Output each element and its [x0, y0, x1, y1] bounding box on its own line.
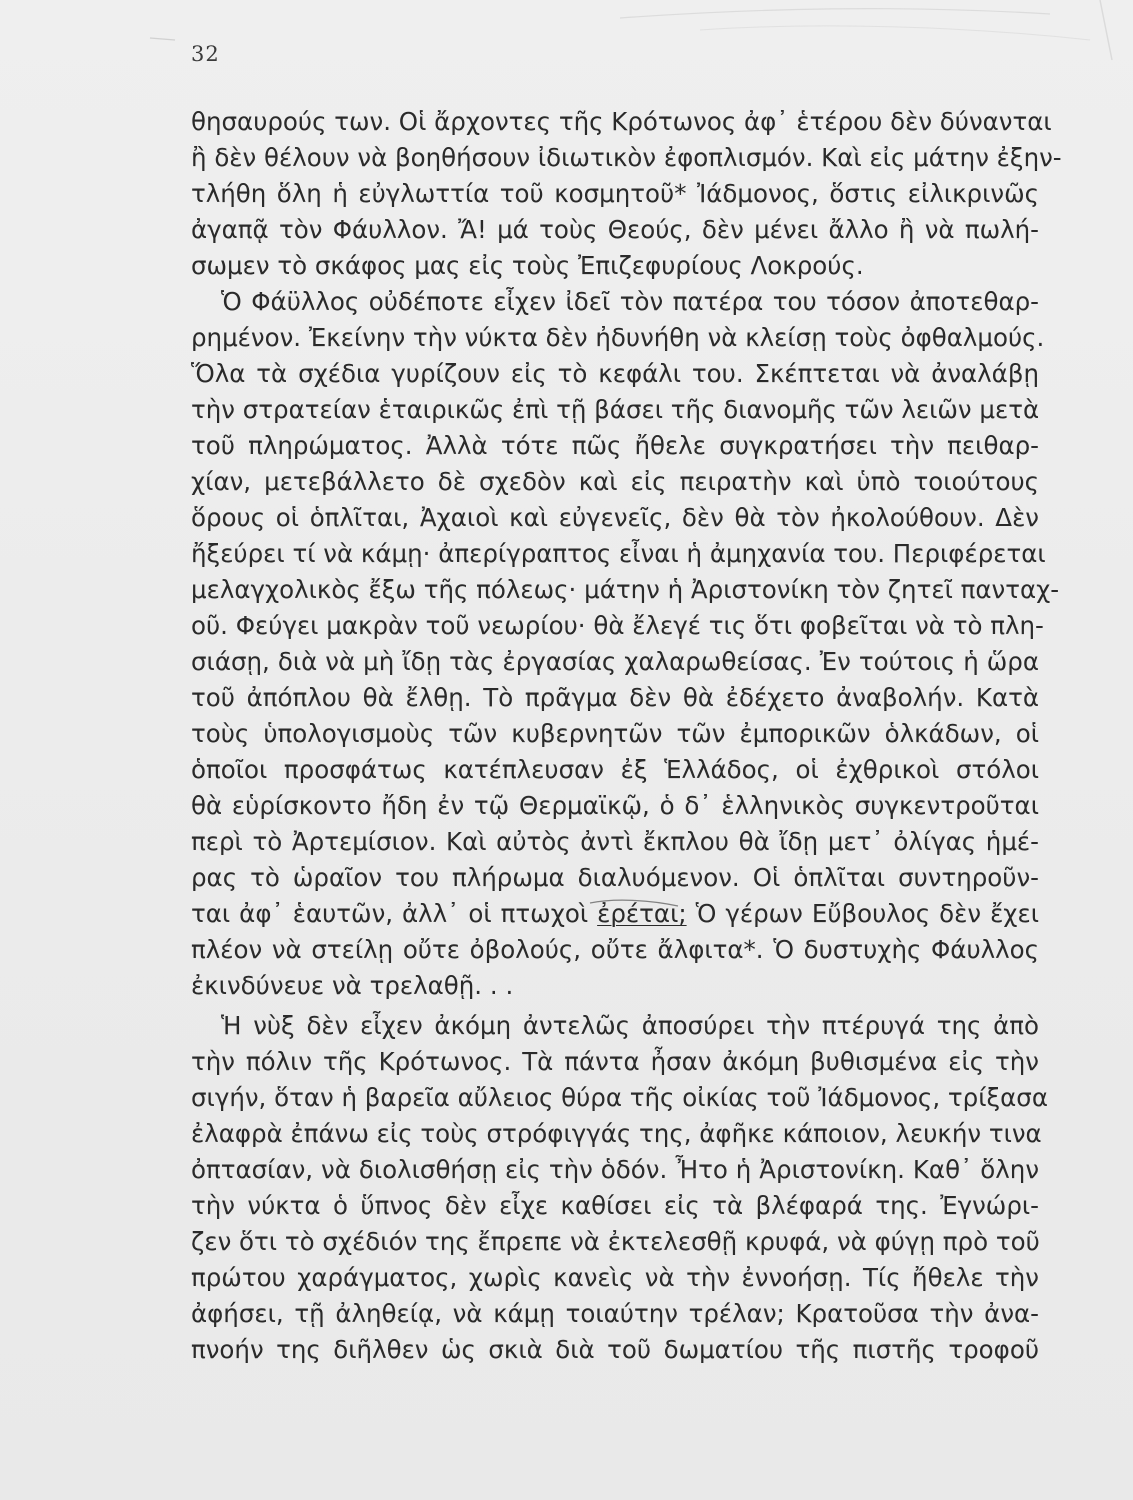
text-line: τλήθη ὅλη ἡ εὐγλωττία τοῦ κοσμητοῦ* Ἰάδμονος, ὅστις εἰλικρινῶς: [191, 179, 1039, 208]
text-line: ὀπτασίαν, νὰ διολισθήσῃ εἰς τὴν ὁδόν. Ἦτο ἡ Ἀριστονίκη. Καθ᾽ ὅλην: [191, 1155, 1039, 1184]
text-line: τὴν νύκτα ὁ ὕπνος δὲν εἶχε καθίσει εἰς τὰ βλέφαρά της. Ἐγνώρι-: [191, 1191, 1039, 1220]
text-line: χίαν, μετεβάλλετο δὲ σχεδὸν καὶ εἰς πειρατὴν καὶ ὑπὸ τοιούτους: [191, 467, 1039, 496]
text-line: σιγήν, ὅταν ἡ βαρεῖα αὔλειος θύρα τῆς οἰκίας τοῦ Ἰάδμονος, τρίξασα: [191, 1083, 1048, 1112]
text-line: Ἡ νὺξ δὲν εἶχεν ἀκόμη ἀντελῶς ἀποσύρει τὴν πτέρυγά της ἀπὸ: [221, 1011, 1039, 1040]
underlined-word: ἐρέται;: [597, 899, 687, 928]
line-text-after: Ὁ γέρων Εὔβουλος δὲν ἔχει: [686, 899, 1039, 928]
text-line: πρώτου χαράγματος, χωρὶς κανεὶς νὰ τὴν ἐννοήσῃ. Τίς ἤθελε τὴν: [191, 1263, 1039, 1292]
text-line: ὁποῖοι προσφάτως κατέπλευσαν ἐξ Ἑλλάδος, οἱ ἐχθρικοὶ στόλοι: [191, 755, 1039, 784]
text-line: ἀγαπᾷ τὸν Φάυλλον. Ἄ! μά τοὺς Θεούς, δὲν μένει ἄλλο ἢ νὰ πωλή-: [191, 215, 1039, 244]
text-line: ζεν ὅτι τὸ σχέδιόν της ἔπρεπε νὰ ἐκτελεσθῇ κρυφά, νὰ φύγῃ πρὸ τοῦ: [191, 1227, 1040, 1256]
text-line: τοὺς ὑπολογισμοὺς τῶν κυβερνητῶν τῶν ἐμπορικῶν ὁλκάδων, οἱ: [191, 719, 1039, 748]
text-line: ἤξεύρει τί νὰ κάμῃ· ἀπερίγραπτος εἶναι ἡ ἀμηχανία του. Περιφέρεται: [191, 539, 1046, 568]
text-line: ἀφήσει, τῇ ἀληθείᾳ, νὰ κάμῃ τοιαύτην τρέλαν; Κρατοῦσα τὴν ἀνα-: [191, 1299, 1039, 1328]
text-line: μελαγχολικὸς ἔξω τῆς πόλεως· μάτην ἡ Ἀριστονίκη τὸν ζητεῖ πανταχ-: [191, 575, 1060, 604]
page-number: 32: [191, 42, 220, 66]
text-line: θησαυρούς των. Οἱ ἄρχοντες τῆς Κρότωνος ἀφ᾽ ἑτέρου δὲν δύνανται: [191, 107, 1052, 136]
text-line-with-underline: [191, 896, 1039, 932]
text-line: τοῦ ἀπόπλου θὰ ἔλθῃ. Τὸ πρᾶγμα δὲν θὰ ἐδέχετο ἀναβολήν. Κατὰ: [191, 683, 1039, 712]
text-line: ὅρους οἱ ὁπλῖται, Ἀχαιοὶ καὶ εὐγενεῖς, δὲν θὰ τὸν ἠκολούθουν. Δὲν: [191, 503, 1039, 532]
text-line: πνοήν της διῆλθεν ὡς σκιὰ διὰ τοῦ δωματίου τῆς πιστῆς τροφοῦ: [191, 1335, 1039, 1364]
text-line: περὶ τὸ Ἀρτεμίσιον. Καὶ αὐτὸς ἀντὶ ἔκπλου θὰ ἴδῃ μετ᾽ ὀλίγας ἡμέ-: [191, 827, 1039, 856]
text-line: πλέον νὰ στείλῃ οὔτε ὀβολούς, οὔτε ἄλφιτα*. Ὁ δυστυχὴς Φάυλλος: [191, 935, 1039, 964]
text-line: τὴν πόλιν τῆς Κρότωνος. Τὰ πάντα ἦσαν ἀκόμη βυθισμένα εἰς τὴν: [191, 1047, 1039, 1076]
text-line: σωμεν τὸ σκάφος μας εἰς τοὺς Ἐπιζεφυρίους Λοκρούς.: [191, 251, 864, 280]
text-line: ρας τὸ ὡραῖον του πλήρωμα διαλυόμενον. Οἱ ὁπλῖται συντηροῦν-: [191, 863, 1039, 892]
text-line: τὴν στρατείαν ἑταιρικῶς ἐπὶ τῇ βάσει τῆς διανομῆς τῶν λειῶν μετὰ: [191, 395, 1040, 424]
text-line: Ὅλα τὰ σχέδια γυρίζουν εἰς τὸ κεφάλι του. Σκέπτεται νὰ ἀναλάβῃ: [191, 359, 1039, 388]
text-line: οῦ. Φεύγει μακρὰν τοῦ νεωρίου· θὰ ἔλεγέ τις ὅτι φοβεῖται νὰ τὸ πλη-: [191, 611, 1044, 640]
text-line: ἐκινδύνευε νὰ τρελαθῇ. . .: [191, 971, 514, 1000]
text-line: ἐλαφρὰ ἐπάνω εἰς τοὺς στρόφιγγάς της, ἀφῆκε κάποιον, λευκήν τινα: [191, 1119, 1042, 1148]
text-line: σιάσῃ, διὰ νὰ μὴ ἴδῃ τὰς ἐργασίας χαλαρωθείσας. Ἐν τούτοις ἡ ὥρα: [191, 647, 1039, 676]
text-line: θὰ εὑρίσκοντο ἤδη ἐν τῷ Θερμαϊκῷ, ὁ δ᾽ ἑλληνικὸς συγκεντροῦται: [191, 791, 1039, 820]
line-text-before: ται ἀφ᾽ ἑαυτῶν, ἀλλ᾽ οἱ πτωχοὶ: [191, 899, 598, 928]
text-line: ρημένον. Ἐκείνην τὴν νύκτα δὲν ἠδυνήθη νὰ κλείσῃ τοὺς ὀφθαλμούς.: [191, 323, 1045, 352]
text-line: τοῦ πληρώματος. Ἀλλὰ τότε πῶς ἤθελε συγκρατήσει τὴν πειθαρ-: [191, 431, 1039, 460]
text-line: ἢ δὲν θέλουν νὰ βοηθήσουν ἰδιωτικὸν ἐφοπλισμόν. Καὶ εἰς μάτην ἐξην-: [191, 143, 1062, 172]
text-line: Ὁ Φάϋλλος οὐδέποτε εἶχεν ἰδεῖ τὸν πατέρα του τόσον ἀποτεθαρ-: [221, 287, 1039, 316]
